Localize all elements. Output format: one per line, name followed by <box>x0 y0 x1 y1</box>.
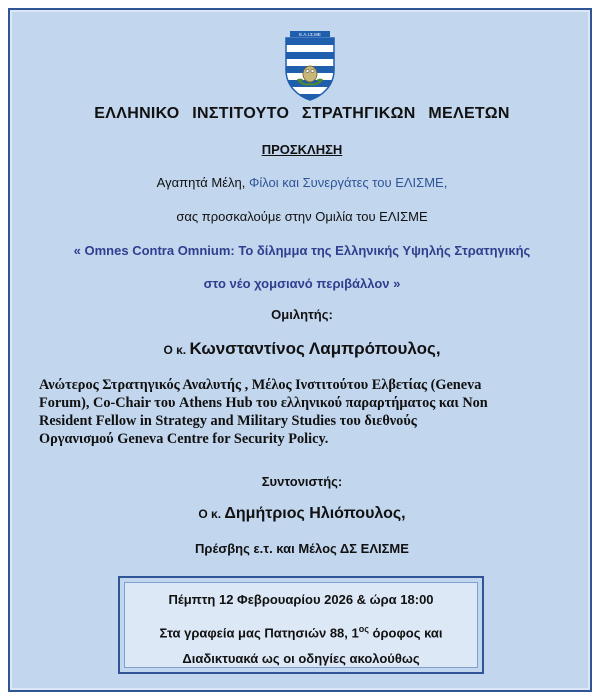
invitation-card <box>8 8 592 692</box>
greeting-line <box>10 175 594 190</box>
speaker-name: Κωνσταντίνος Λαμπρόπουλος, <box>189 339 441 358</box>
greeting-part-2: Φίλοι και Συνεργάτες του ΕΛΙΣΜΕ, <box>248 175 448 190</box>
speaker-bio-line-1: Ανώτερος Στρατηγικός Αναλυτής , Μέλος Ινστιτούτου Ελβετίας (Geneva <box>39 377 482 393</box>
speaker-bio <box>39 376 569 448</box>
institute-title: ΕΛΛΗΝΙΚΟ ΙΝΣΤΙΤΟΥΤΟ ΣΤΡΑΤΗΓΙΚΩΝ ΜΕΛΕΤΩΝ <box>94 105 510 122</box>
moderator-name-line <box>10 505 594 523</box>
greeting-part-1: Αγαπητά Μέλη, <box>156 175 249 190</box>
event-location-part-2: όροφος και <box>368 625 443 641</box>
moderator-title: Πρέσβης ε.τ. και Μέλος ΔΣ ΕΛΙΣΜΕ <box>195 541 409 556</box>
moderator-label: Συντονιστής: <box>261 474 343 489</box>
event-location-sup: ος <box>358 624 369 634</box>
event-datetime: Πέμπτη 12 Φεβρουαρίου 2026 & ώρα 18:00 <box>168 592 434 607</box>
speaker-prefix: Ο κ. <box>163 343 190 357</box>
speaker-bio-line-2: Forum), Co-Chair του Athens Hub του ελληνικού παραρτήματος και Non <box>39 395 488 411</box>
speaker-name-line <box>10 339 594 359</box>
event-info-box <box>118 576 484 674</box>
speaker-label: Ομιλητής: <box>271 307 333 322</box>
event-location <box>125 624 477 640</box>
event-info-inner <box>124 582 478 668</box>
event-location-part-1: Στα γραφεία μας Πατησιών 88, 1 <box>159 625 359 641</box>
moderator-name: Δημήτριος Ηλιόπουλος, <box>224 505 406 522</box>
intro-line: σας προσκαλούμε στην Ομιλία του ΕΛΙΣΜΕ <box>176 209 428 224</box>
emblem-label: Ε.Λ.Ι.Σ.ΜΕ <box>299 32 321 37</box>
elisme-emblem-icon <box>282 30 338 102</box>
speaker-bio-line-3: Resident Fellow in Strategy and Military Studies του διεθνούς <box>39 413 417 429</box>
invitation-heading: ΠΡΟΣΚΛΗΣΗ <box>261 142 343 157</box>
speaker-bio-line-4: Οργανισμού Geneva Centre for Security Policy. <box>39 431 329 447</box>
topic-line-2: στο νέο χομσιανό περιβάλλον » <box>203 276 401 291</box>
event-online: Διαδικτυακά ως οι οδηγίες ακολούθως <box>182 651 420 666</box>
moderator-prefix: Ο κ. <box>198 507 225 521</box>
topic-line-1: « Omnes Contra Omnium: Το δίλημμα της Ελληνικής Υψηλής Στρατηγικής <box>73 243 531 258</box>
